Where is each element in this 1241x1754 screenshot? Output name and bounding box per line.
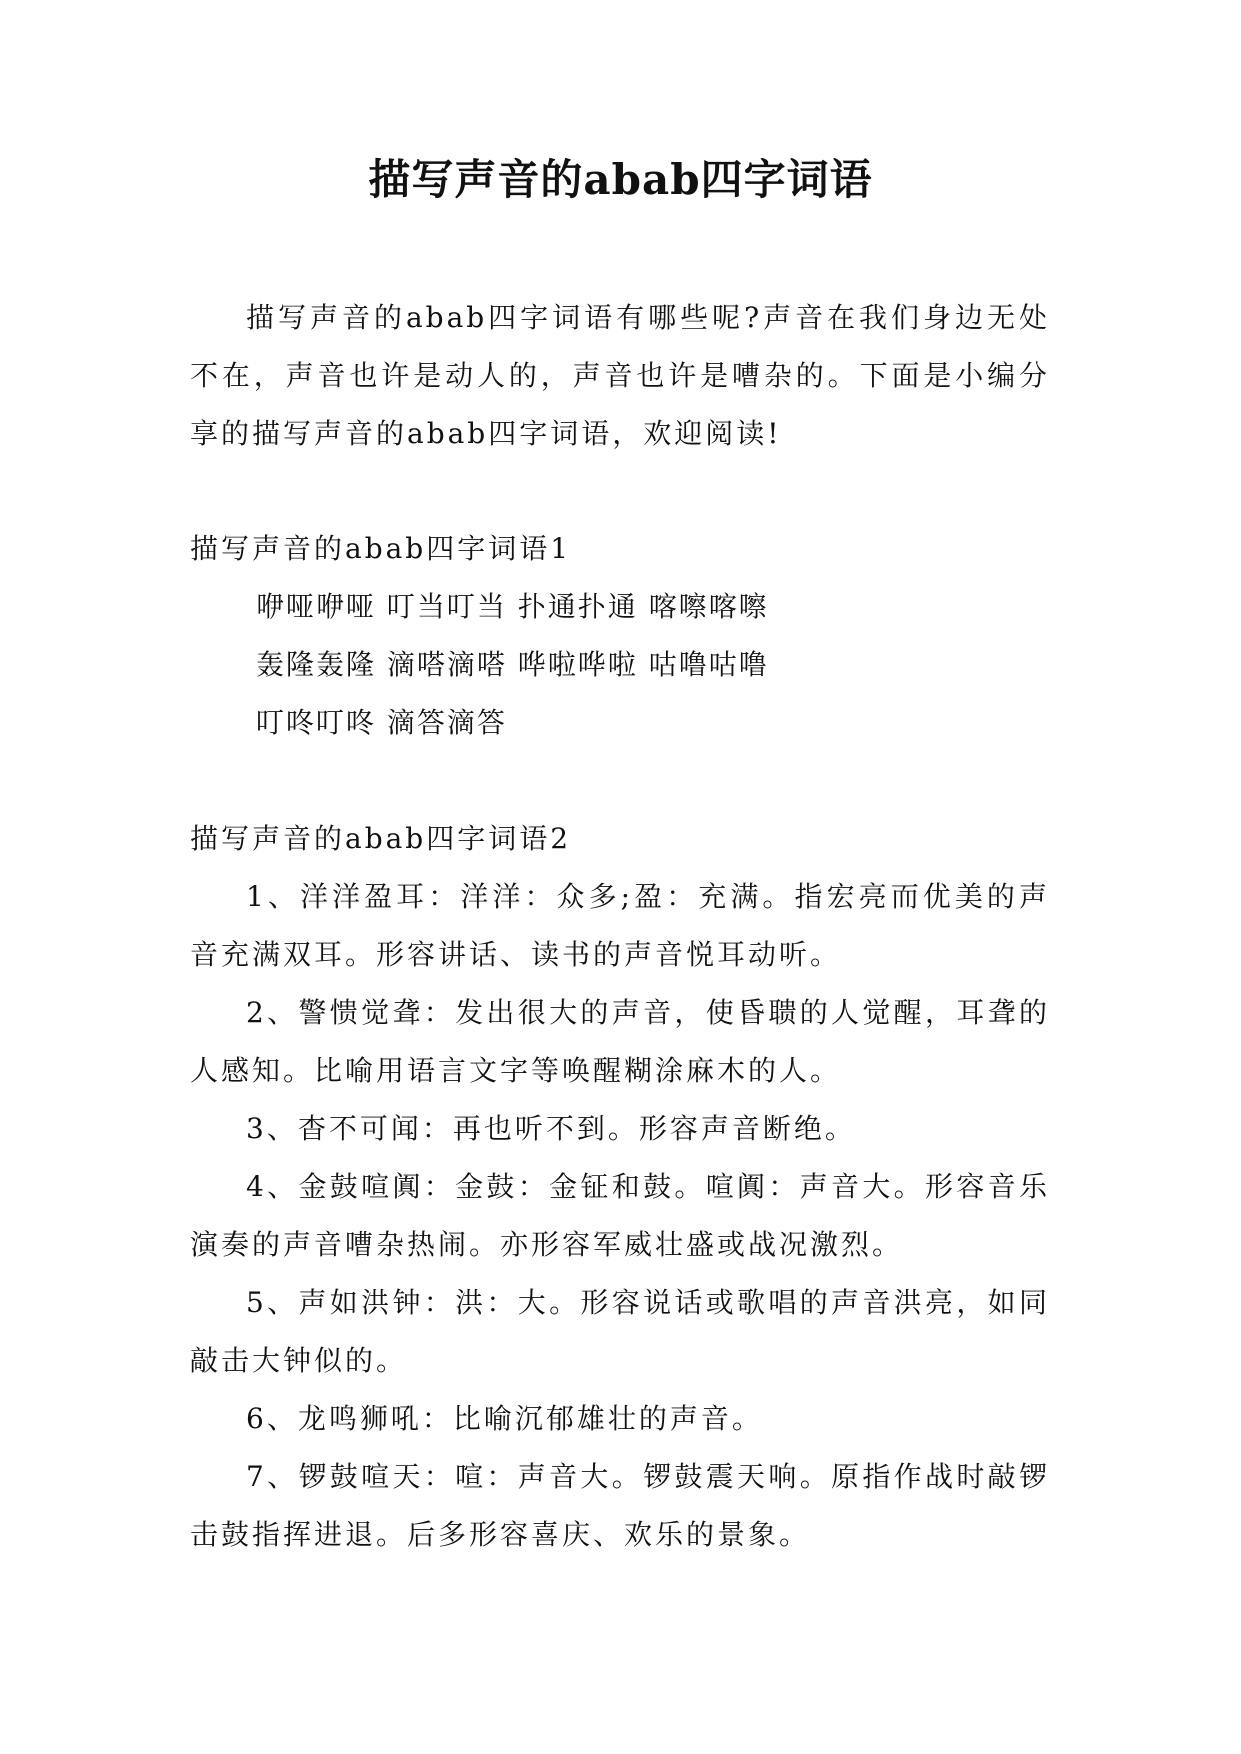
section-2 <box>190 810 1050 1564</box>
intro-paragraph: 描写声音的abab四字词语有哪些呢?声音在我们身边无处不在，声音也许是动人的，声音也许是嘈杂的。下面是小编分享的描写声音的abab四字词语，欢迎阅读! <box>190 301 1050 450</box>
section-1 <box>190 520 1050 752</box>
definition-item: 7、锣鼓喧天：喧：声音大。锣鼓震天响。原指作战时敲锣击鼓指挥进退。后多形容喜庆、欢乐的景象。 <box>190 1460 1050 1551</box>
definition-item: 1、洋洋盈耳：洋洋：众多;盈：充满。指宏亮而优美的声音充满双耳。形容讲话、读书的声音悦耳动听。 <box>190 880 1050 971</box>
word-row: 叮咚叮咚 滴答滴答 <box>256 706 507 739</box>
page-title: 描写声音的abab四字词语 <box>368 155 873 204</box>
word-row: 轰隆轰隆 滴嗒滴嗒 哗啦哗啦 咕噜咕噜 <box>256 648 769 681</box>
section-1-heading: 描写声音的abab四字词语1 <box>190 532 572 565</box>
definition-item: 6、龙鸣狮吼：比喻沉郁雄壮的声音。 <box>246 1402 763 1435</box>
definition-item: 4、金鼓喧阗：金鼓：金钲和鼓。喧阗：声音大。形容音乐演奏的声音嘈杂热闹。亦形容军威壮盛或战况激烈。 <box>190 1170 1050 1261</box>
intro-block <box>190 289 1050 463</box>
word-row: 咿哑咿哑 叮当叮当 扑通扑通 喀嚓喀嚓 <box>256 590 769 623</box>
section-2-heading: 描写声音的abab四字词语2 <box>190 822 572 855</box>
definition-item: 5、声如洪钟：洪：大。形容说话或歌唱的声音洪亮，如同敲击大钟似的。 <box>190 1286 1050 1377</box>
definition-item: 2、警愦觉聋：发出很大的声音，使昏聩的人觉醒，耳聋的人感知。比喻用语言文字等唤醒糊涂麻木的人。 <box>190 996 1050 1087</box>
definition-item: 3、杳不可闻：再也听不到。形容声音断绝。 <box>246 1112 856 1145</box>
